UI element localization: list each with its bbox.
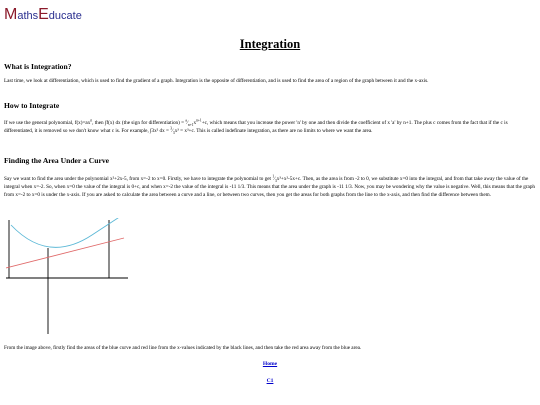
c1-link-row <box>0 378 540 384</box>
how-frac-den: n+1 <box>187 123 194 128</box>
what-heading: What is Integration? <box>4 62 72 71</box>
logo-ducate: ducate <box>48 10 82 22</box>
area-diagram <box>6 218 130 334</box>
red-line <box>6 238 124 268</box>
how-paragraph: If we use the general polynomial, $f(x)=ax^n$, then ∫f(x) dx (the sign for differentiation) = $^a⁄_{n+1}x^{n+1}+c$, which means that you increase the power 'n' by one and then divide the coefficient of x 'a' by n+1. The plus c comes from the fact that if the c is differentiated, it is removed so we don't know what c is. For example, ∫3x² dx = $^3⁄_3x^3 = x^3+c$. This is called indefinate integration, as there are no limits to where we want the area. <box>4 118 508 136</box>
how-sup-n1: n+1 <box>196 118 202 123</box>
logo-m: M <box>4 6 18 23</box>
how-text-d: +c, which means that you increase the power 'n' by one and then divide the coefficient of x 'a' by n+1. The plus c comes from the fact that if the c is differentiated, it is removed so we don't know what c is. For example, ∫3x² dx = <box>4 120 508 135</box>
how-text-e: x³ = x³+c. This is called indefinate integration, as there are no limits to where we want the area. <box>174 128 373 135</box>
home-link[interactable]: Home <box>262 361 278 367</box>
how-heading: How to Integrate <box>4 101 60 110</box>
blue-curve <box>11 218 124 247</box>
logo-e: E <box>38 6 49 23</box>
home-link-row <box>0 361 540 367</box>
area-paragraph: Say we want to find the area under the polynomial x²+2x-5, from x=-2 to x=0. Firstly, we have to integrate the polynomial to get $^1⁄_3x^3+x^2-5x+c$. Then, as the area is from -2 to 0, we substitute x=0 into the integral, and from that take away the value of the integral when x=-2. So, when x=0 the value of the integral is 0+c, and when x=-2 the value of the integral is -11 1/3. This means that the area under the graph is -11 1/3. Now, you may be wondering why the value is negative. Well, this means that the graph from x=-2 to x=0 is under the x-axis. If you are asked to calculate the area between a curve and a line, or between two curves, then you get the areas for both graphs from the line to the x-axis, and then find the difference between them. <box>4 174 536 199</box>
final-paragraph: From the image above, firstly find the areas of the blue curve and red line from the x-values indicated by the black lines, and then take the red area away from the blue area. <box>4 345 362 351</box>
area-heading: Finding the Area Under a Curve <box>4 156 109 165</box>
what-paragraph: Last time, we look at differentiation, which is used to find the gradient of a graph. Integration is the opposite of differentiation, and is used to find the area of a region of the graph between it and the x-axis. <box>4 78 429 84</box>
c1-link[interactable]: C1 <box>266 378 274 384</box>
area-frac-num: 1 <box>272 174 275 179</box>
how-text-a: If we use the general polynomial, f(x)=ax <box>4 120 91 126</box>
how-frac2-num: 3 <box>170 126 173 131</box>
how-text-b: , then ∫f(x) dx (the sign for differentiation) = <box>92 120 186 126</box>
how-frac2-den: 3 <box>172 131 175 136</box>
area-text-a: Say we want to find the area under the polynomial x²+2x-5, from x=-2 to x=0. Firstly, we have to integrate the polynomial to get <box>4 176 273 182</box>
page-title: Integration <box>239 37 301 51</box>
logo-aths: aths <box>17 10 39 22</box>
how-sup-n: n <box>90 118 93 123</box>
maths-educate-logo <box>4 6 82 24</box>
area-frac-den: 3 <box>274 179 277 184</box>
area-text-b: x³+x²-5x+c. Then, as the area is from -2 to 0, we substitute x=0 into the integral, and from that take away the value of the integral when x=-2. So, when x=0 the value of the integral is 0+c, and when x=-2 the value of the integral is -11 1/3. This means that the area under the graph is -11 1/3. Now, you may be wondering why the value is negative. Well, this means that the graph from x=-2 to x=0 is under the x-axis. If you are asked to calculate the area between a curve and a line, or between two curves, then you get the areas for both graphs from the line to the x-axis, and then find the difference between them. <box>4 176 536 199</box>
how-frac-num: a <box>185 118 188 123</box>
how-text-c: x <box>193 120 197 126</box>
